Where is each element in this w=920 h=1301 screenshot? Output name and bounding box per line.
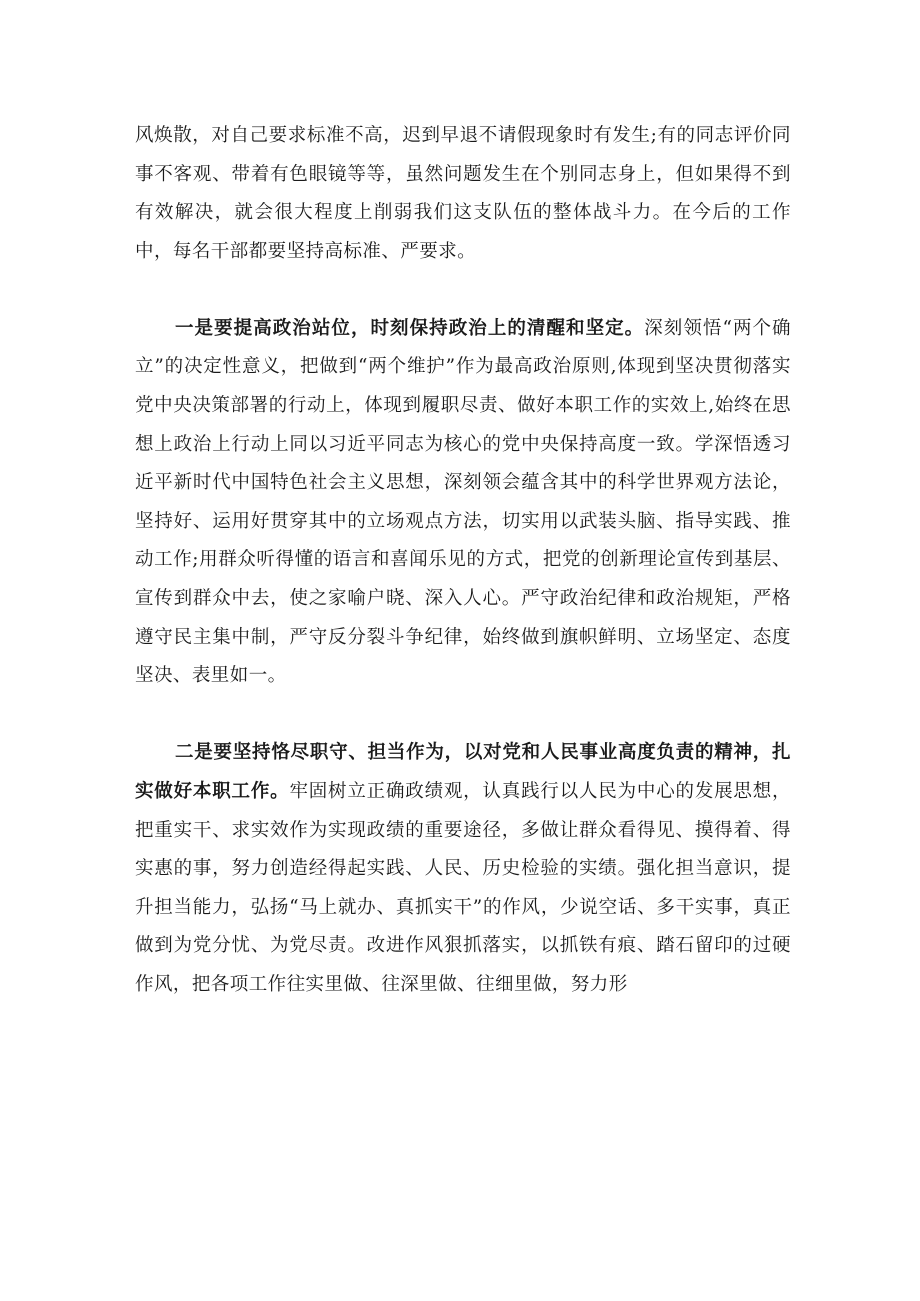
paragraph-duty-responsibility — [135, 734, 791, 1004]
paragraph-text: 风焕散，对自己要求标准不高，迟到早退不请假现象时有发生;有的同志评价同事不客观、带着有色眼镜等等，虽然问题发生在个别同志身上，但如果得不到有效解决，就会很大程度上削弱我们这支队伍的整体战斗力。在今后的工作中，每名干部都要坚持高标准、严要求。 — [135, 125, 791, 262]
paragraph-political-stance — [135, 310, 791, 696]
paragraph-text: 牢固树立正确政绩观，认真践行以人民为中心的发展思想，把重实干、求实效作为实现政绩的重要途径，多做让群众看得见、摸得着、得实惠的事，努力创造经得起实践、人民、历史检验的实绩。强化担当意识，提升担当能力，弘扬“马上就办、真抓实干”的作风，少说空话、多干实事，真正做到为党分忧、为党尽责。改进作风狠抓落实，以抓铁有痕、踏石留印的过硬作风，把各项工作往实里做、往深里做、往细里做，努力形 — [135, 780, 791, 995]
paragraph-continuation — [135, 117, 791, 271]
document-body — [135, 117, 791, 1004]
paragraph-text: 深刻领悟“两个确立”的决定性意义，把做到“两个维护”作为最高政治原则,体现到坚决贯彻落实党中央决策部署的行动上，体现到履职尽责、做好本职工作的实效上,始终在思想上政治上行动上同以习近平同志为核心的党中央保持高度一致。学深悟透习近平新时代中国特色社会主义思想，深刻领会蕴含其中的科学世界观方法论，坚持好、运用好贯穿其中的立场观点方法，切实用以武装头脑、指导实践、推动工作;用群众听得懂的语言和喜闻乐见的方式，把党的创新理论宣传到基层、宣传到群众中去，使之家喻户晓、深入人心。严守政治纪律和政治规矩，严格遵守民主集中制，严守反分裂斗争纪律，始终做到旗帜鲜明、立场坚定、态度坚决、表里如一。 — [135, 317, 791, 687]
paragraph-lead-heading: 一是要提高政治站位，时刻保持政治上的清醒和坚定。 — [175, 317, 645, 339]
paragraph-lead-heading: 二是要坚持恪尽职守、担当作为，以对党和人民事业高度负责的精神，扎实做好本职工作。 — [135, 742, 791, 802]
